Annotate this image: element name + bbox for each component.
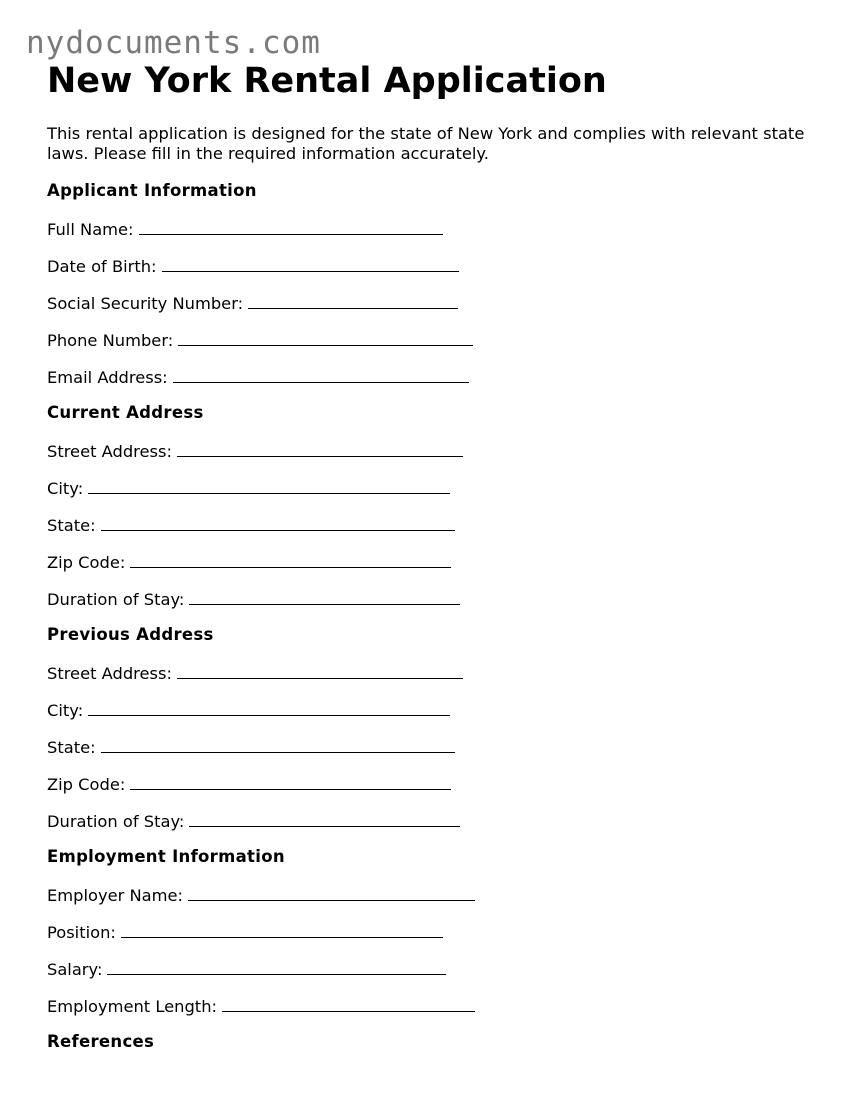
employment-length-blank[interactable] — [222, 995, 475, 1012]
section-heading-current-address: Current Address — [47, 403, 204, 422]
field-current-zip — [47, 551, 827, 588]
field-label: Employer Name: — [47, 886, 184, 905]
field-previous-zip — [47, 773, 827, 810]
current-duration-blank[interactable] — [189, 588, 460, 605]
field-current-street — [47, 440, 827, 477]
previous-city-blank[interactable] — [88, 699, 450, 716]
field-date-of-birth — [47, 255, 827, 292]
field-label: City: — [47, 479, 84, 498]
date-of-birth-blank[interactable] — [162, 255, 459, 272]
employer-name-blank[interactable] — [188, 884, 475, 901]
field-employment-length — [47, 995, 827, 1032]
current-zip-blank[interactable] — [130, 551, 451, 568]
ssn-blank[interactable] — [248, 292, 458, 309]
phone-blank[interactable] — [178, 329, 473, 346]
field-email — [47, 366, 827, 403]
field-phone — [47, 329, 827, 366]
field-label: Employment Length: — [47, 997, 217, 1016]
field-label: Full Name: — [47, 220, 134, 239]
current-state-blank[interactable] — [101, 514, 455, 531]
field-label: Street Address: — [47, 442, 172, 461]
field-label: Zip Code: — [47, 775, 126, 794]
field-label: Duration of Stay: — [47, 812, 185, 831]
previous-state-blank[interactable] — [101, 736, 455, 753]
field-ssn — [47, 292, 827, 329]
field-current-city — [47, 477, 827, 514]
field-previous-street — [47, 662, 827, 699]
full-name-blank[interactable] — [139, 218, 443, 235]
section-heading-previous-address: Previous Address — [47, 625, 214, 644]
field-label: Street Address: — [47, 664, 172, 683]
field-label: Email Address: — [47, 368, 168, 387]
section-heading-applicant: Applicant Information — [47, 181, 257, 200]
field-label: State: — [47, 516, 96, 535]
page-title: New York Rental Application — [47, 61, 607, 101]
field-label: Social Security Number: — [47, 294, 244, 313]
section-heading-references: References — [47, 1032, 155, 1051]
salary-blank[interactable] — [107, 958, 446, 975]
previous-street-blank[interactable] — [177, 662, 463, 679]
field-label: Salary: — [47, 960, 103, 979]
field-label: Position: — [47, 923, 116, 942]
field-position — [47, 921, 827, 958]
site-watermark: nydocuments.com — [26, 25, 321, 61]
current-city-blank[interactable] — [88, 477, 450, 494]
position-blank[interactable] — [121, 921, 443, 938]
previous-zip-blank[interactable] — [130, 773, 451, 790]
field-label: State: — [47, 738, 96, 757]
field-label: Date of Birth: — [47, 257, 157, 276]
field-previous-duration — [47, 810, 827, 847]
field-current-duration — [47, 588, 827, 625]
field-salary — [47, 958, 827, 995]
field-label: Zip Code: — [47, 553, 126, 572]
field-label: Phone Number: — [47, 331, 174, 350]
field-current-state — [47, 514, 827, 551]
rental-application-document — [47, 60, 827, 1069]
field-full-name — [47, 218, 827, 255]
field-employer-name — [47, 884, 827, 921]
field-previous-state — [47, 736, 827, 773]
field-previous-city — [47, 699, 827, 736]
section-heading-employment: Employment Information — [47, 847, 285, 866]
current-street-blank[interactable] — [177, 440, 463, 457]
previous-duration-blank[interactable] — [189, 810, 460, 827]
intro-paragraph: This rental application is designed for the state of New York and complies with relevant state laws. Please fill in the required information accurately. — [47, 124, 805, 163]
field-label: Duration of Stay: — [47, 590, 185, 609]
field-label: City: — [47, 701, 84, 720]
email-blank[interactable] — [173, 366, 469, 383]
